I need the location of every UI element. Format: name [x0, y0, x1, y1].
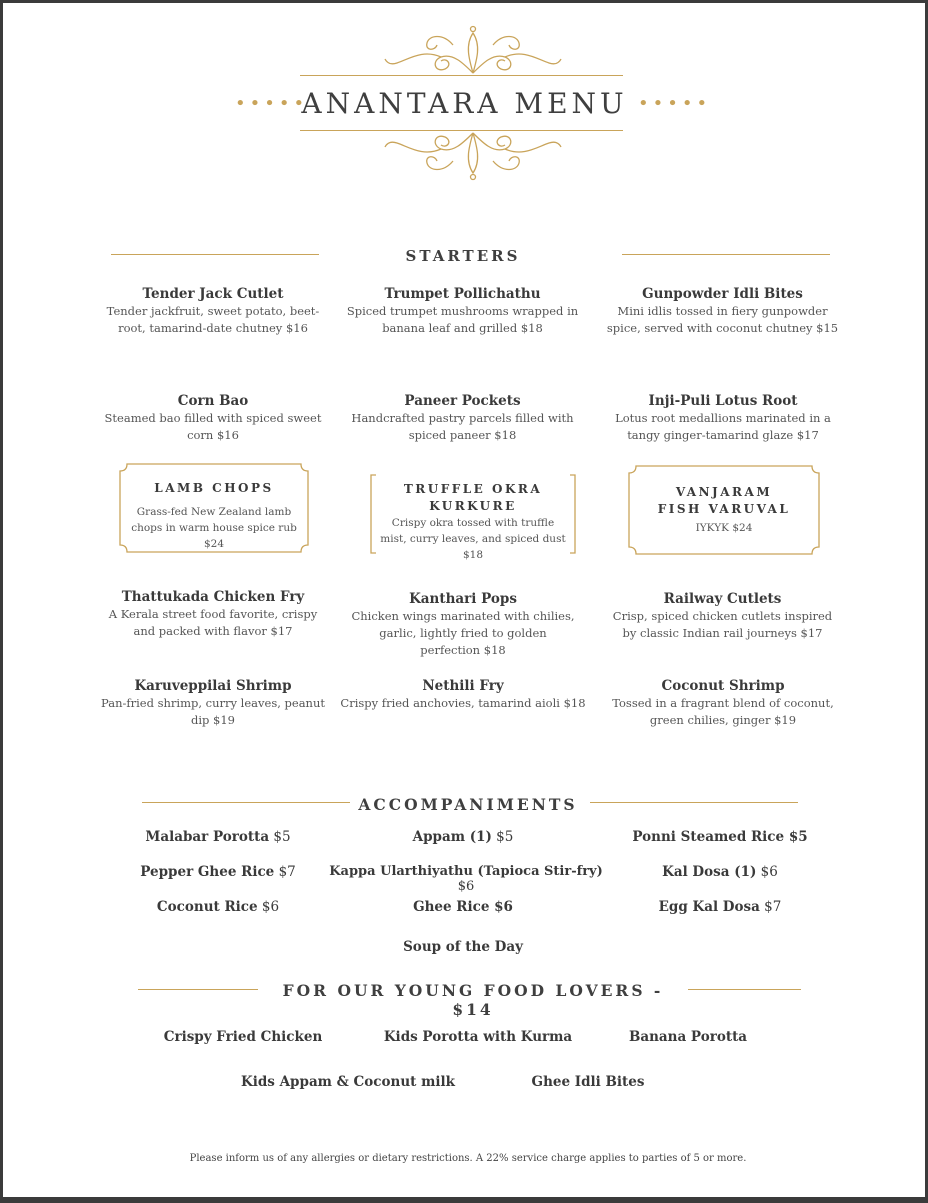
starters-heading: STARTERS: [405, 247, 521, 265]
item-desc: Chicken wings marinated with chilies, garlic, lightly fried to golden perfection $18: [351, 609, 575, 657]
accompaniment-item: Ghee Rice $6: [413, 899, 513, 915]
menu-item: [338, 678, 588, 712]
page-title: ANANTARA MENU: [301, 87, 628, 120]
menu-item: [605, 286, 840, 337]
special-box: [368, 473, 578, 561]
accompaniment-item: Coconut Rice $6: [156, 899, 280, 915]
item-desc: Crispy fried anchovies, tamarind aioli $18: [340, 696, 586, 710]
starters-rule-left: [111, 254, 319, 255]
kids-rule-left: [138, 989, 258, 990]
item-name: Thattukada Chicken Fry: [121, 589, 305, 605]
menu-item: [608, 678, 838, 729]
accompaniment-item: Kal Dosa (1) $6: [662, 864, 778, 880]
item-desc: Crisp, spiced chicken cutlets inspired by classic Indian rail journeys $17: [612, 609, 833, 640]
kids-heading: FOR OUR YOUNG FOOD LOVERS - $14: [282, 981, 664, 1019]
menu-item: [98, 393, 328, 444]
kids-rule-right: [688, 989, 801, 990]
accompaniments-rule-left: [142, 802, 350, 803]
item-desc: A Kerala street food favorite, crispy and packed with flavor $17: [108, 607, 318, 638]
item-desc: Steamed bao filled with spiced sweet corn $16: [104, 411, 322, 442]
header-top-rule: [300, 75, 623, 76]
item-desc: Tender jackfruit, sweet potato, beet-root, tamarind-date chutney $16: [106, 304, 320, 335]
kids-item: Crispy Fried Chicken: [163, 1029, 323, 1045]
item-name: Corn Bao: [177, 393, 249, 409]
special-desc: Crispy okra tossed with truffle mist, curry leaves, and spiced dust $18: [380, 517, 566, 561]
menu-item: [608, 393, 838, 444]
item-name: Gunpowder Idli Bites: [642, 286, 803, 302]
special-name: VANJARAM FISH VARUVAL: [657, 485, 791, 516]
kids-item: Ghee Idli Bites: [531, 1074, 645, 1090]
item-name: Trumpet Pollichathu: [384, 286, 541, 302]
item-name: Coconut Shrimp: [661, 678, 785, 694]
accompaniments-heading: ACCOMPANIMENTS: [358, 795, 578, 814]
kids-item: Kids Porotta with Kurma: [383, 1029, 573, 1045]
menu-item: [98, 678, 328, 729]
item-desc: Lotus root medallions marinated in a tangy ginger-tamarind glaze $17: [615, 411, 831, 442]
accompaniments-rule-right: [590, 802, 798, 803]
menu-item: [345, 393, 580, 444]
menu-item: [348, 591, 578, 659]
item-name: Paneer Pockets: [404, 393, 521, 409]
special-name: LAMB CHOPS: [154, 481, 274, 495]
accompaniment-item: Kappa Ularthiyathu (Tapioca Stir-fry) $6: [329, 864, 603, 894]
menu-item: [345, 286, 580, 337]
item-desc: Spiced trumpet mushrooms wrapped in banana leaf and grilled $18: [346, 304, 579, 335]
accompaniment-item: Appam (1) $5: [412, 829, 514, 845]
item-name: Kanthari Pops: [409, 591, 517, 607]
menu-item: [98, 589, 328, 640]
item-desc: Tossed in a fragrant blend of coconut, green chilies, ginger $19: [612, 696, 834, 727]
header-left-dots: •••••: [235, 93, 309, 114]
special-desc: IYKYK $24: [695, 522, 753, 534]
accompaniment-item: Pepper Ghee Rice $7: [140, 864, 296, 880]
header-right-dots: •••••: [638, 93, 712, 114]
menu-page: [3, 3, 925, 1197]
item-name: Tender Jack Cutlet: [142, 286, 284, 302]
item-desc: Pan-fried shrimp, curry leaves, peanut dip $19: [101, 696, 325, 727]
special-desc: Grass-fed New Zealand lamb chops in warm house spice rub $24: [131, 506, 297, 550]
bottom-flourish-icon: [383, 131, 563, 183]
special-box: [628, 465, 820, 555]
accompaniment-item: Egg Kal Dosa $7: [658, 899, 782, 915]
accompaniment-item: Malabar Porotta $5: [145, 829, 291, 845]
top-flourish-icon: [383, 23, 563, 75]
kids-item: Kids Appam & Coconut milk: [240, 1074, 455, 1090]
menu-item: [605, 591, 840, 642]
item-name: Railway Cutlets: [663, 591, 782, 607]
item-name: Inji-Puli Lotus Root: [648, 393, 798, 409]
item-name: Nethili Fry: [422, 678, 504, 694]
accompaniment-item: Soup of the Day: [403, 939, 523, 955]
kids-item: Banana Porotta: [628, 1029, 748, 1045]
menu-item: [98, 286, 328, 337]
special-name: TRUFFLE OKRA KURKURE: [403, 482, 543, 513]
item-name: Karuveppilai Shrimp: [134, 678, 292, 694]
item-desc: Handcrafted pastry parcels filled with spiced paneer $18: [351, 411, 574, 442]
item-desc: Mini idlis tossed in fiery gunpowder spice, served with coconut chutney $15: [606, 304, 839, 335]
footer-note: Please inform us of any allergies or dietary restrictions. A 22% service charge applies to parties of 5 or more.: [189, 1153, 747, 1164]
special-box: [119, 463, 309, 553]
accompaniment-item: Ponni Steamed Rice $5: [632, 829, 808, 845]
starters-rule-right: [622, 254, 830, 255]
